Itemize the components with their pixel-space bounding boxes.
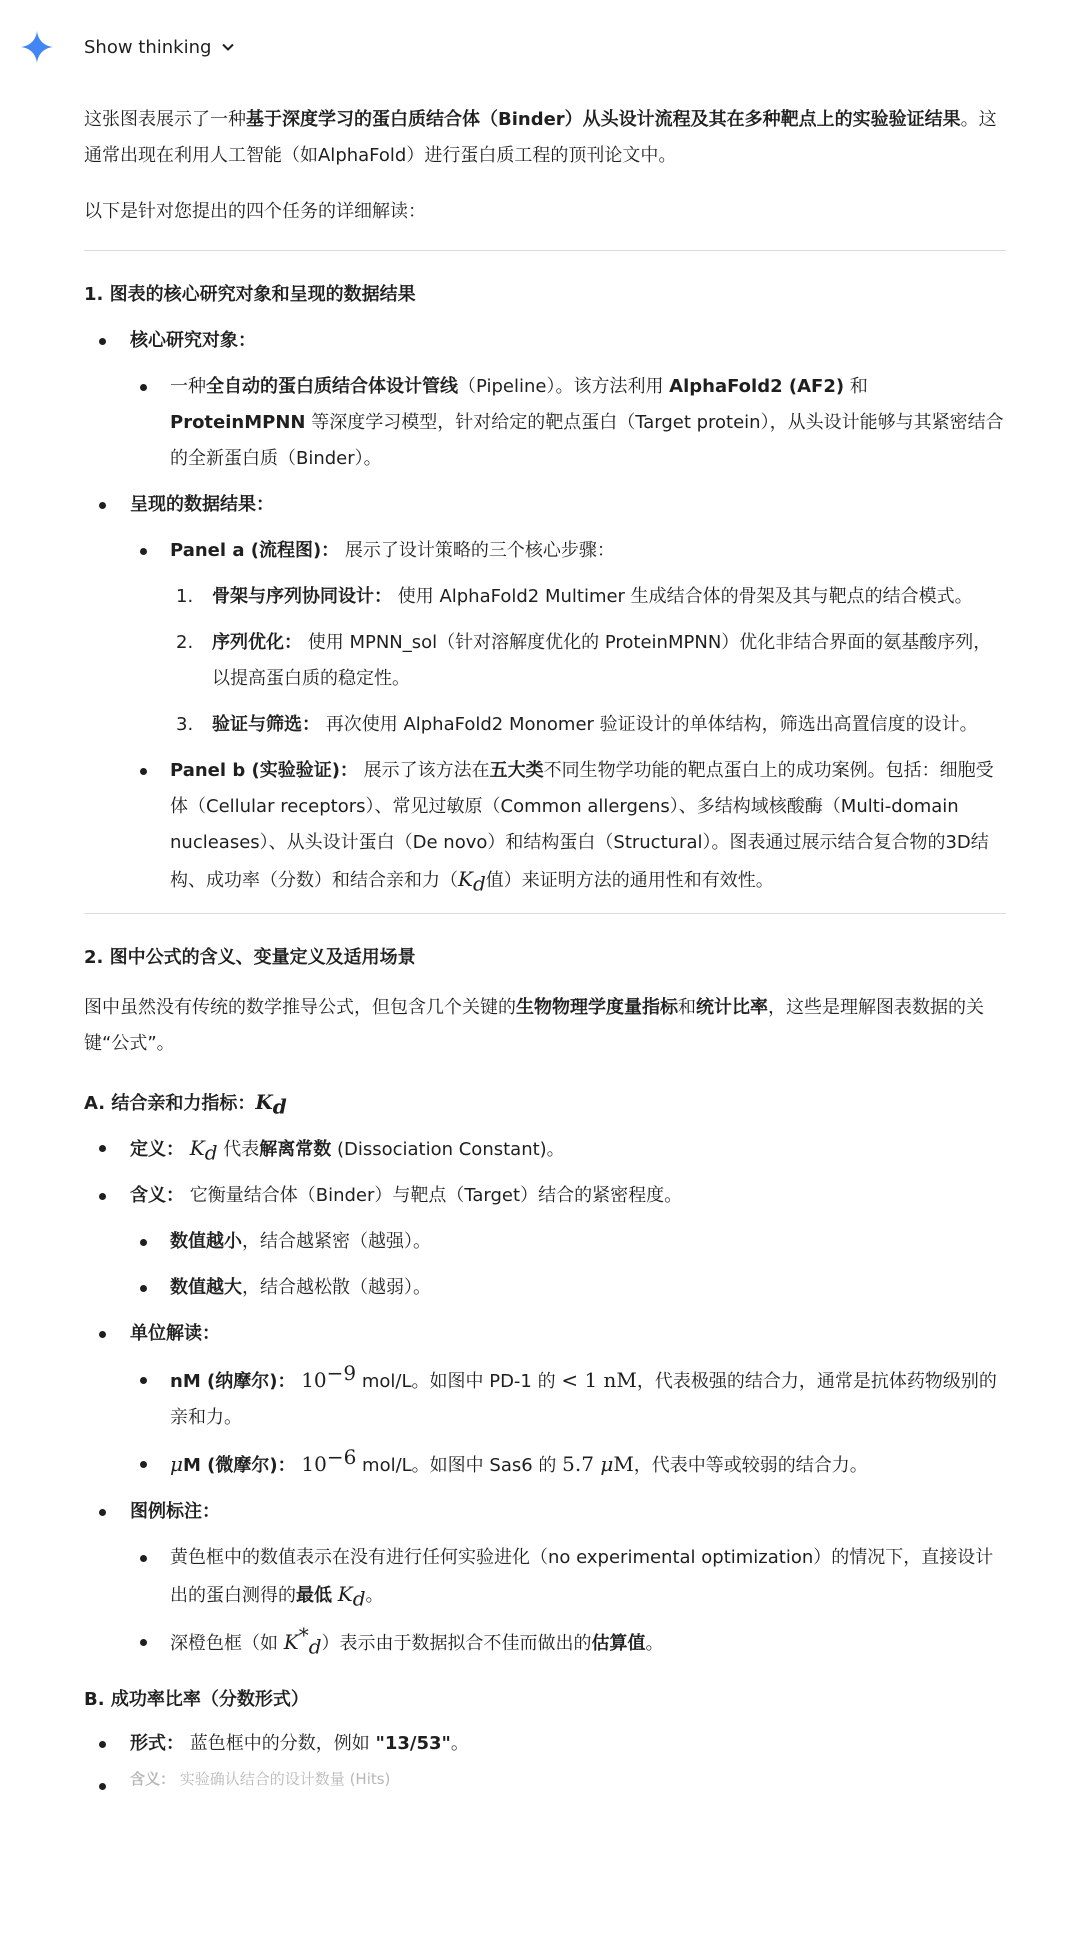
- list-item: 深橙色框（如 $K^*_d$）表示由于数据拟合不佳而做出的估算值。: [84, 1624, 1006, 1662]
- gemini-spark-icon: [20, 30, 54, 64]
- list-item: 含义： 它衡量结合体（Binder）与靶点（Target）结合的紧密程度。: [84, 1178, 1006, 1214]
- sub-list: [84, 1224, 1006, 1306]
- response-header: [0, 0, 1071, 90]
- section-1-title: 1. 图表的核心研究对象和呈现的数据结果: [84, 284, 416, 305]
- list-item: 单位解读：: [84, 1316, 1006, 1352]
- list-item-faded: 含义： 实验确认结合的设计数量 (Hits): [84, 1768, 1006, 1790]
- list-item: nM (纳摩尔)： $10^{-9}$ mol/L。如图中 PD-1 的 < 1 nM，代表极强的结合力，通常是抗体药物级别的亲和力。: [84, 1362, 1006, 1436]
- divider: [84, 250, 1006, 251]
- sub-list: [84, 369, 1006, 477]
- list-item: Panel a (流程图)： 展示了设计策略的三个核心步骤：: [84, 533, 1006, 569]
- show-thinking-toggle[interactable]: [84, 32, 235, 62]
- section-2b-list: [84, 1726, 1006, 1790]
- list-item: Panel b (实验验证)： 展示了该方法在五大类不同生物学功能的靶点蛋白上的成功案例。包括：细胞受体（Cellular receptors）、常见过敏原（Common allergens）、多结构域核酸酶（Multi-domain nucleases）、从头设计蛋白（De novo）和结构蛋白（Structural）。图表通过展示结合复合物的3D结构、成功率（分数）和结合亲和力（$K_d$值）来证明方法的通用性和有效性。: [84, 753, 1006, 899]
- intro-paragraph: 这张图表展示了一种基于深度学习的蛋白质结合体（Binder）从头设计流程及其在多种靶点上的实验验证结果。这通常出现在利用人工智能（如AlphaFold）进行蛋白质工程的顶刊论文中。: [84, 109, 997, 166]
- list-item: 形式： 蓝色框中的分数，例如 "13/53"。: [84, 1726, 1006, 1762]
- intro-note: 以下是针对您提出的四个任务的详细解读：: [84, 201, 426, 222]
- sub-list: [84, 1540, 1006, 1662]
- section-1-list: [84, 487, 1006, 523]
- chevron-down-icon: [221, 40, 235, 54]
- section-2a-list: [84, 1316, 1006, 1352]
- list-item: μM (微摩尔)： $10^{-6}$ mol/L。如图中 Sas6 的 5.7 μM，代表中等或较弱的结合力。: [84, 1446, 1006, 1484]
- step-item: 2. 序列优化： 使用 MPNN_sol（针对溶解度优化的 ProteinMPNN）优化非结合界面的氨基酸序列，以提高蛋白质的稳定性。: [176, 632, 992, 689]
- show-thinking-label: Show thinking: [84, 36, 212, 58]
- section-2-intro: 图中虽然没有传统的数学推导公式，但包含几个关键的生物物理学度量指标和统计比率，这些是理解图表数据的关键“公式”。: [84, 997, 984, 1054]
- response-body: [84, 102, 1006, 1790]
- sub-list: [84, 1362, 1006, 1484]
- list-item: 黄色框中的数值表示在没有进行任何实验进化（no experimental optimization）的情况下，直接设计出的蛋白测得的最低 $K_d$。: [84, 1540, 1006, 1614]
- sub-list: [84, 533, 1006, 569]
- sub-list: [84, 753, 1006, 899]
- section-1-list: [84, 323, 1006, 359]
- section-2a-list: [84, 1494, 1006, 1530]
- step-item: 3. 验证与筛选： 再次使用 AlphaFold2 Monomer 验证设计的单体结构，筛选出高置信度的设计。: [176, 714, 978, 735]
- list-item: 呈现的数据结果：: [84, 487, 1006, 523]
- divider: [84, 913, 1006, 914]
- subsection-a-title: A. 结合亲和力指标：$K_d$: [84, 1090, 287, 1119]
- section-2-title: 2. 图中公式的含义、变量定义及适用场景: [84, 947, 416, 968]
- list-item: 数值越大，结合越松散（越弱）。: [84, 1270, 1006, 1306]
- subsection-b-title: B. 成功率比率（分数形式）: [84, 1689, 309, 1710]
- steps-list: [84, 579, 1006, 743]
- list-item: 定义： $K_d$ 代表解离常数 (Dissociation Constant)。: [84, 1130, 1006, 1168]
- section-2a-list: [84, 1130, 1006, 1214]
- step-item: 1. 骨架与序列协同设计： 使用 AlphaFold2 Multimer 生成结合体的骨架及其与靶点的结合模式。: [176, 586, 973, 607]
- list-item: 一种全自动的蛋白质结合体设计管线（Pipeline）。该方法利用 AlphaFold2 (AF2) 和 ProteinMPNN 等深度学习模型，针对给定的靶点蛋白（Target protein），从头设计能够与其紧密结合的全新蛋白质（Binder）。: [84, 369, 1006, 477]
- list-item: 数值越小，结合越紧密（越强）。: [84, 1224, 1006, 1260]
- list-item: 核心研究对象：: [84, 323, 1006, 359]
- list-item: 图例标注：: [84, 1494, 1006, 1530]
